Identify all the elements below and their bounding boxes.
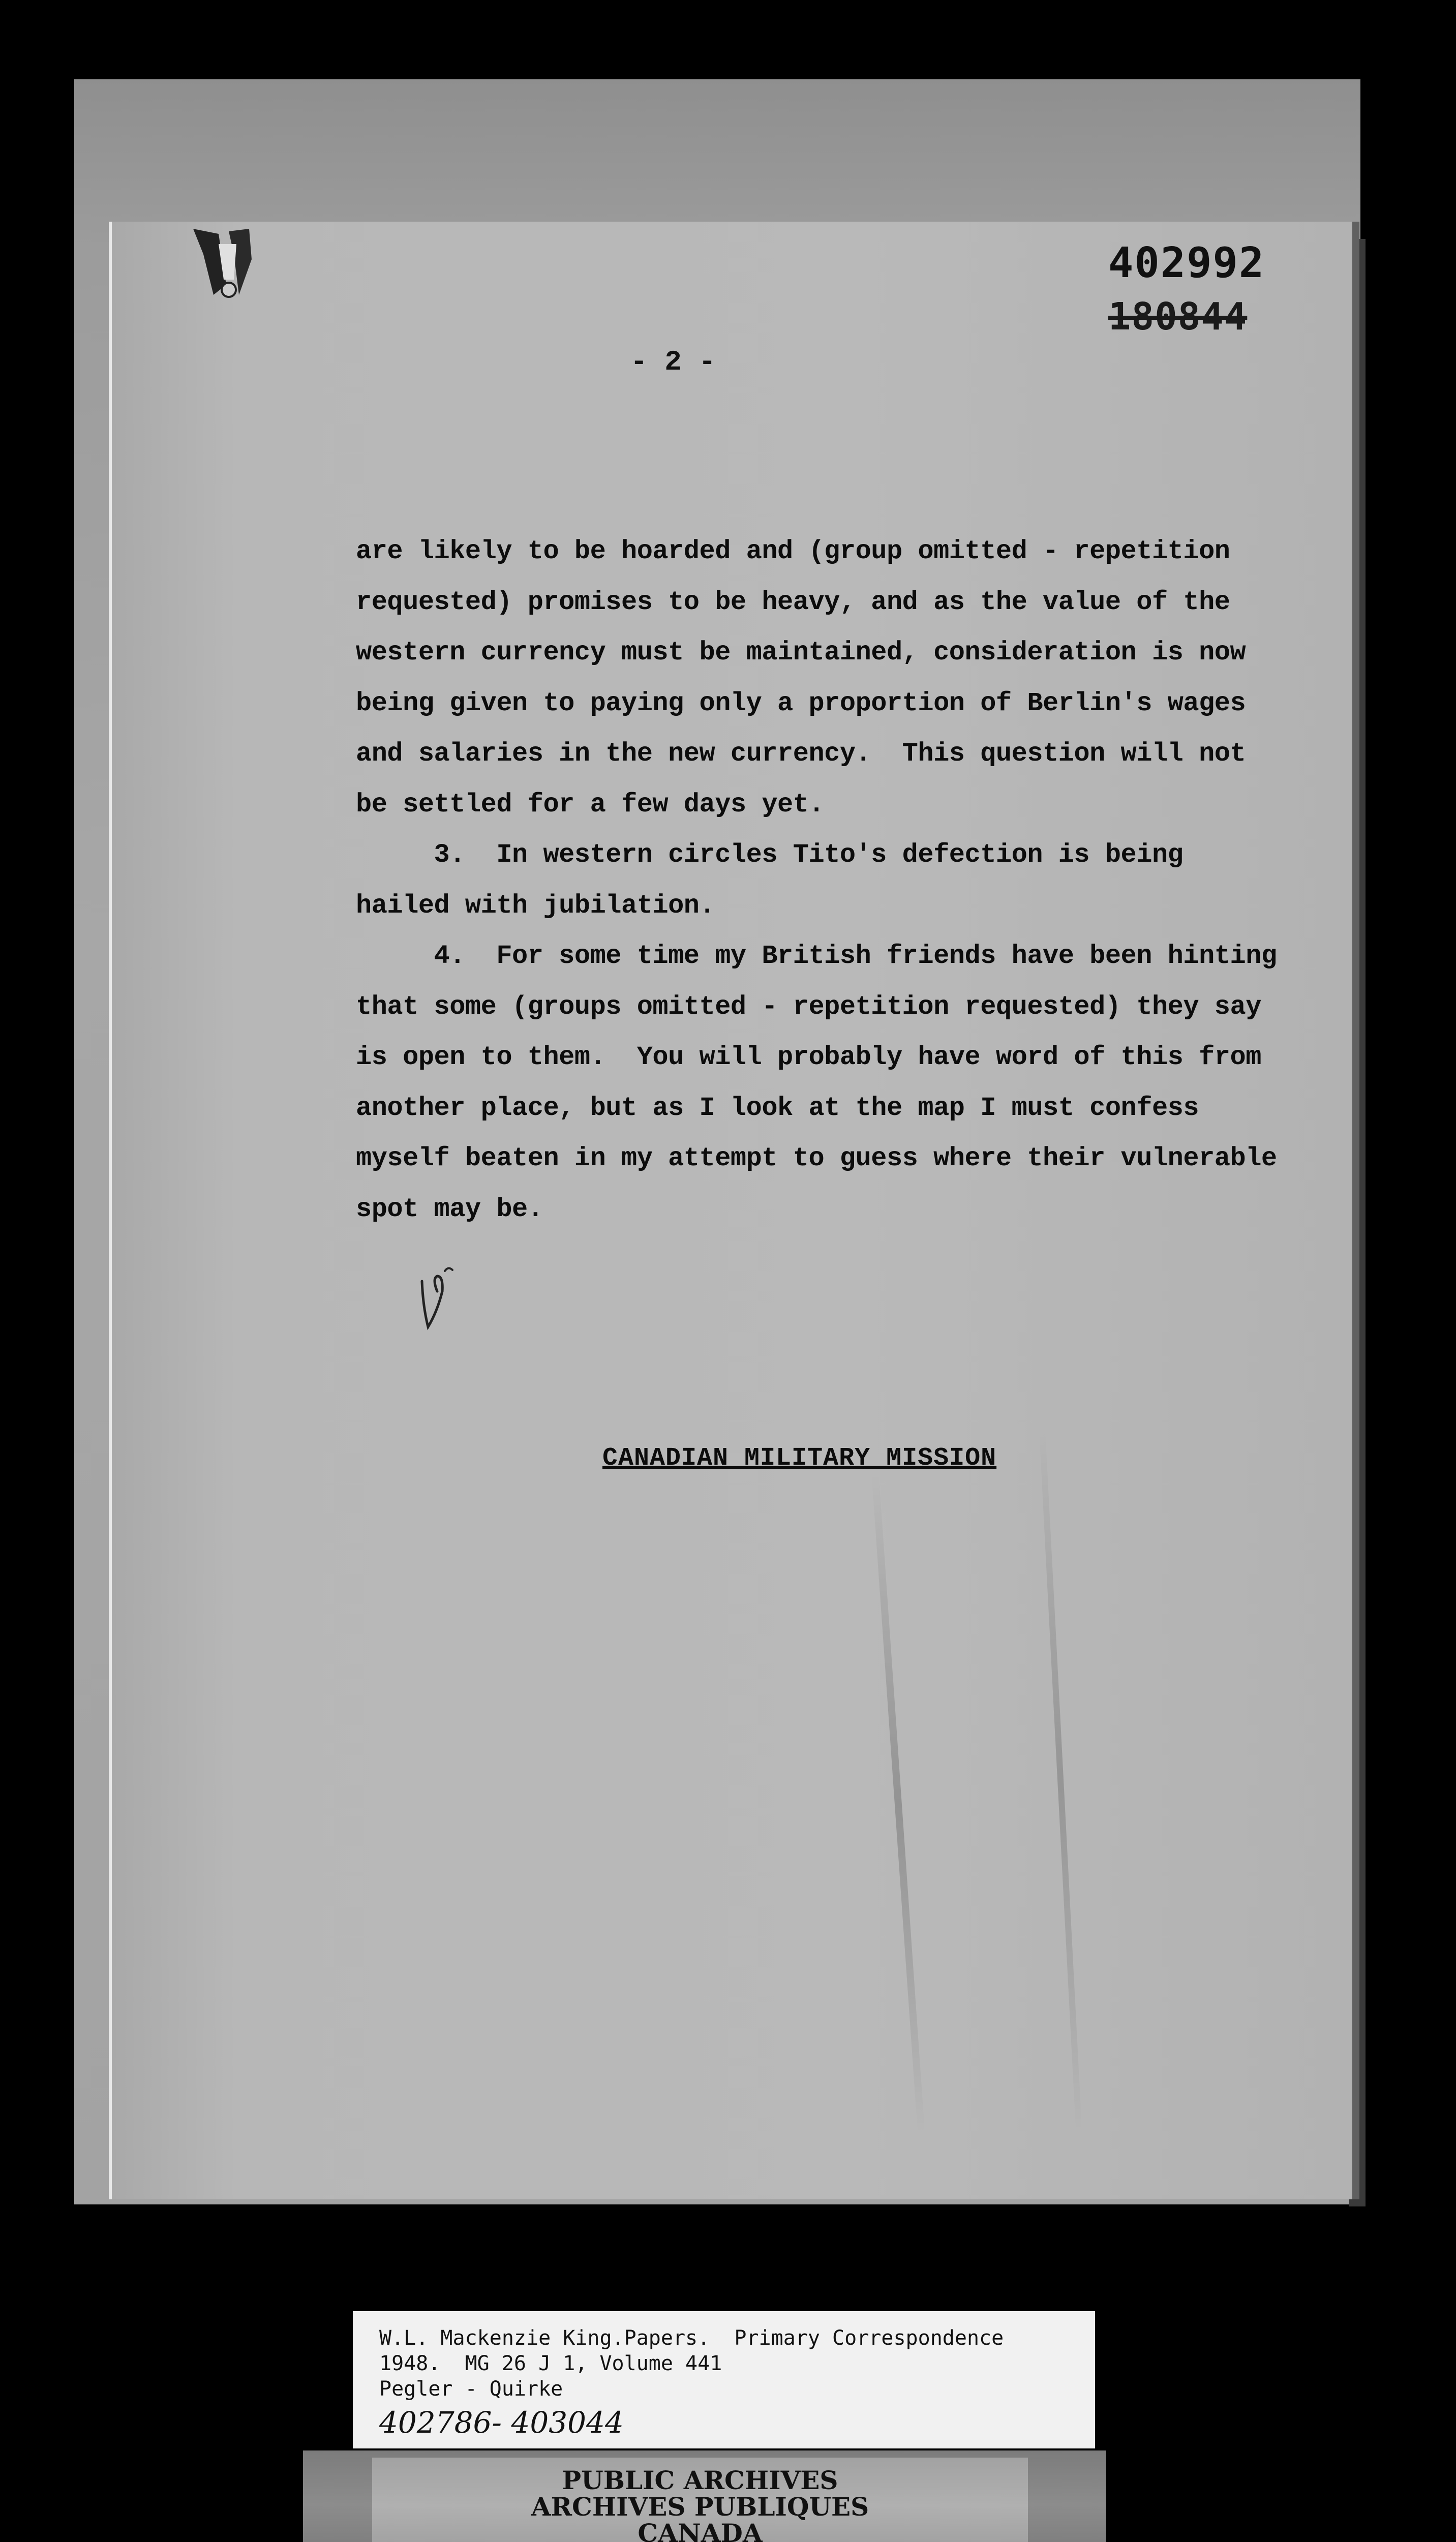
stamp-line: CANADA	[638, 2518, 763, 2542]
body-line: 3. In western circles Tito's defection is being	[356, 840, 1184, 870]
document-number: 402992	[1108, 239, 1265, 287]
body-line: 4. For some time my British friends have been hinting	[356, 941, 1277, 971]
archive-stamp	[372, 2458, 1028, 2542]
stamp-line: ARCHIVES PUBLIQUES	[531, 2492, 869, 2522]
archive-label-line: 1948. MG 26 J 1, Volume 441	[379, 2352, 722, 2375]
body-line: western currency must be maintained, consideration is now	[356, 638, 1246, 668]
body-line: be settled for a few days yet.	[356, 789, 825, 820]
stamp-line: PUBLIC ARCHIVES	[562, 2465, 838, 2495]
body-line: hailed with jubilation.	[356, 890, 715, 921]
archive-label-line: W.L. Mackenzie King.Papers. Primary Correspondence	[379, 2326, 1004, 2350]
handwritten-range: 402786- 403044	[379, 2405, 624, 2440]
body-line: spot may be.	[356, 1194, 543, 1224]
signature-line: CANADIAN MILITARY MISSION	[602, 1444, 997, 1473]
letter-body	[356, 526, 1281, 1234]
archive-label-line: Pegler - Quirke	[379, 2377, 563, 2401]
body-line: requested) promises to be heavy, and as the value of the	[356, 587, 1230, 617]
body-line: and salaries in the new currency. This question will not	[356, 739, 1246, 769]
body-line: are likely to be hoarded and (group omitted - repetition	[356, 536, 1230, 566]
archive-label-card	[353, 2311, 1095, 2448]
page-number: - 2 -	[630, 346, 716, 378]
body-line: that some (groups omitted - repetition requested) they say	[356, 991, 1261, 1022]
handwritten-initial-icon	[417, 1261, 458, 1337]
archive-stamp-band	[303, 2450, 1106, 2542]
body-line: myself beaten in my attempt to guess where their vulnerable	[356, 1143, 1277, 1173]
body-line: another place, but as I look at the map I must confess	[356, 1093, 1199, 1123]
paper-clip-tear-icon	[188, 224, 259, 300]
struck-old-number: 180844	[1108, 295, 1248, 339]
body-line: being given to paying only a proportion of Berlin's wages	[356, 688, 1246, 718]
body-line: is open to them. You will probably have word of this from	[356, 1042, 1261, 1072]
